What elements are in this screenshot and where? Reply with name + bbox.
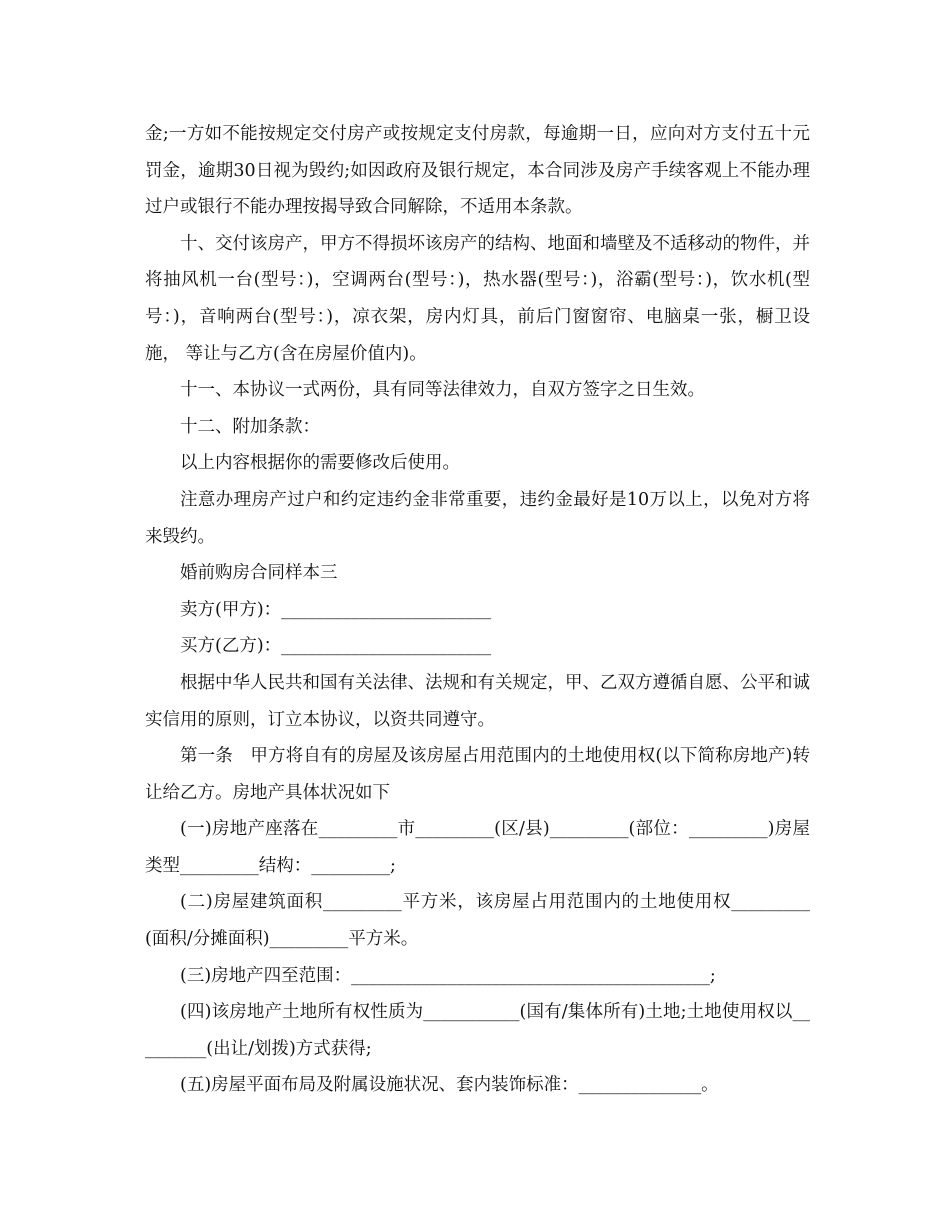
item-2-area: (二)房屋建筑面积_________平方米，该房屋占用范围内的土地使用权_________(面积/分摊面积)_________平方米。: [145, 892, 810, 950]
paragraph-penalty-clause: 金;一方如不能按规定交付房产或按规定支付房款，每逾期一日，应向对方支付五十元罚金，逾期30日视为毁约;如因政府及银行规定，本合同涉及房产手续客观上不能办理过户或银行不能办理按揭导致合同解除，不适用本条款。: [145, 124, 810, 218]
section-title-sample-three: 婚前购房合同样本三: [180, 563, 338, 584]
paragraph-legal-basis: 根据中华人民共和国有关法律、法规和有关规定，甲、乙双方遵循自愿、公平和诚实信用的原则，订立本协议，以资共同遵守。: [145, 672, 810, 730]
paragraph-clause-12-additional: 十二、附加条款：: [180, 416, 320, 437]
paragraph-attention-note: 注意办理房产过户和约定违约金非常重要，违约金最好是10万以上，以免对方将来毁约。: [145, 489, 810, 547]
item-4-land-ownership: (四)该房地产土地所有权性质为___________(国有/集体所有)土地;土地使用权以_________(出让/划拨)方式获得;: [145, 1002, 810, 1059]
buyer-line: 买方(乙方)：________________________: [180, 636, 492, 657]
item-3-boundaries: (三)房地产四至范围：_________________________________________;: [180, 965, 716, 986]
paragraph-clause-11-effect: 十一、本协议一式两份，具有同等法律效力，自双方签字之日生效。: [180, 380, 705, 401]
paragraph-usage-note: 以上内容根据你的需要修改后使用。: [180, 453, 460, 474]
paragraph-article-1: 第一条 甲方将自有的房屋及该房屋占用范围内的土地使用权(以下简称房地产)转让给乙方。房地产具体状况如下: [145, 746, 810, 803]
seller-line: 卖方(甲方)：________________________: [180, 599, 492, 620]
item-1-location: (一)房地产座落在_________市_________(区/县)_________(部位：_________)房屋类型_________结构：_________;: [145, 819, 810, 876]
document-body: [145, 116, 810, 1104]
paragraph-clause-10-handover: 十、交付该房产，甲方不得损坏该房产的结构、地面和墙壁及不适移动的物件，并将抽风机一台(型号：)，空调两台(型号：)，热水器(型号：)，浴霸(型号：)，饮水机(型号：)，音响两台(型号：)，凉衣架，房内灯具，前后门窗窗帘、电脑桌一张，橱卫设施， 等让与乙方(含在房屋价值内)。: [145, 233, 810, 364]
item-5-layout-decoration: (五)房屋平面布局及附属设施状况、套内装饰标准：______________。: [180, 1075, 719, 1096]
